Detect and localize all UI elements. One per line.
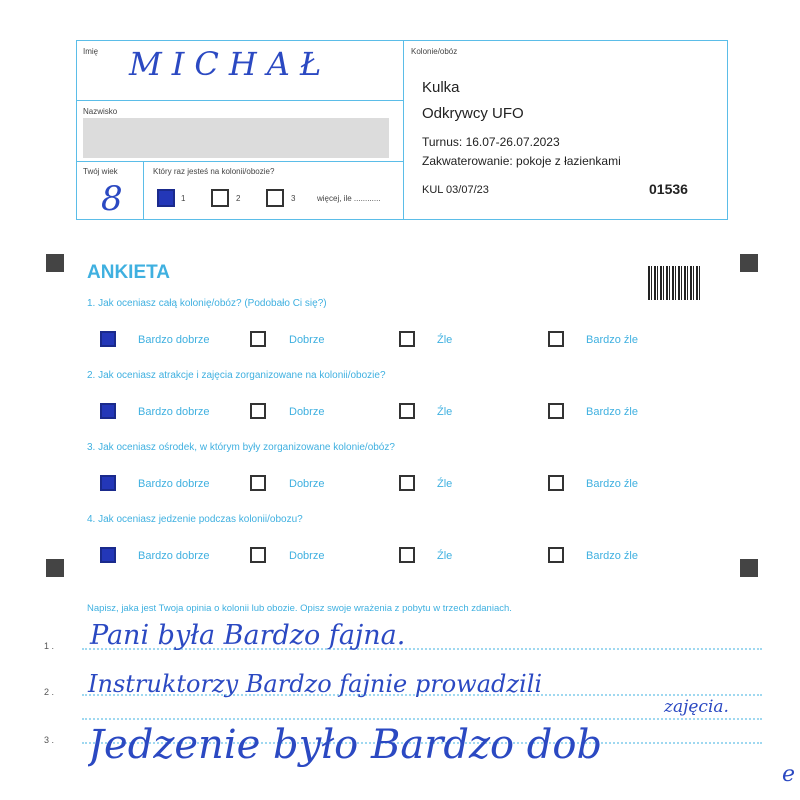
question-2: 2. Jak oceniasz atrakcje i zajęcia zorganizowane na kolonii/obozie?	[87, 370, 386, 381]
q3-option-bardzo-dobrze[interactable]	[100, 475, 116, 491]
opinion-prompt: Napisz, jaka jest Twoja opinia o kolonii lub obozie. Opisz swoje wrażenia z pobytu w trzech zdaniach.	[87, 603, 512, 614]
q1-label-bardzo-zle: Bardzo źle	[586, 334, 638, 346]
header-form	[76, 40, 728, 220]
q1-option-bardzo-dobrze[interactable]	[100, 331, 116, 347]
q3-label-bardzo-dobrze: Bardzo dobrze	[138, 478, 210, 490]
q1-label-zle: Źle	[437, 334, 453, 346]
q1-label-dobrze: Dobrze	[289, 334, 325, 346]
q1-option-bardzo-zle[interactable]	[548, 331, 564, 347]
q3-label-zle: Źle	[437, 478, 453, 490]
q1-option-zle[interactable]	[399, 331, 415, 347]
q1-label-bardzo-dobrze: Bardzo dobrze	[138, 334, 210, 346]
q4-label-bardzo-dobrze: Bardzo dobrze	[138, 550, 210, 562]
opinion-line-3: Jedzenie było Bardzo dob	[88, 722, 603, 768]
nazwisko-label: Nazwisko	[83, 107, 118, 116]
question-3: 3. Jak oceniasz ośrodek, w którym były zorganizowane kolonie/obóz?	[87, 442, 395, 453]
registration-mark	[740, 254, 758, 272]
ktory-raz-option-1: 1	[181, 194, 186, 203]
q4-option-bardzo-zle[interactable]	[548, 547, 564, 563]
q2-option-dobrze[interactable]	[250, 403, 266, 419]
question-1: 1. Jak oceniasz całą kolonię/obóz? (Podobało Ci się?)	[87, 298, 327, 309]
q4-option-bardzo-dobrze[interactable]	[100, 547, 116, 563]
ktory-raz-checkbox-3[interactable]	[266, 189, 284, 207]
opinion-line-2-extra: zajęcia.	[664, 697, 729, 717]
kolonie-label: Kolonie/obóz	[411, 47, 458, 56]
q4-label-bardzo-zle: Bardzo źle	[586, 550, 638, 562]
imie-value: MICHAŁ	[129, 45, 332, 83]
wiek-label: Twój wiek	[83, 167, 118, 176]
q1-option-dobrze[interactable]	[250, 331, 266, 347]
wiek-value: 8	[101, 179, 123, 219]
registration-mark	[740, 559, 758, 577]
survey-title: ANKIETA	[87, 262, 171, 283]
divider	[143, 161, 144, 219]
q3-option-dobrze[interactable]	[250, 475, 266, 491]
ktory-raz-more: więcej, ile ............	[317, 194, 381, 203]
q4-label-zle: Źle	[437, 550, 453, 562]
barcode	[648, 266, 702, 300]
q2-option-bardzo-dobrze[interactable]	[100, 403, 116, 419]
kolonia-name: Kulka	[422, 79, 460, 96]
question-4: 4. Jak oceniasz jedzenie podczas kolonii/obozu?	[87, 514, 303, 525]
line-number-2: 2 .	[44, 687, 55, 697]
q2-label-zle: Źle	[437, 406, 453, 418]
turnus: Turnus: 16.07-26.07.2023	[422, 135, 560, 149]
line-number-1: 1 .	[44, 641, 55, 651]
imie-label: Imię	[83, 47, 99, 56]
kolonia-program: Odkrywcy UFO	[422, 105, 524, 122]
q4-option-dobrze[interactable]	[250, 547, 266, 563]
q2-option-bardzo-zle[interactable]	[548, 403, 564, 419]
ktory-raz-checkbox-2[interactable]	[211, 189, 229, 207]
kod: KUL 03/07/23	[422, 184, 489, 196]
q4-option-zle[interactable]	[399, 547, 415, 563]
divider	[77, 100, 403, 101]
q2-option-zle[interactable]	[399, 403, 415, 419]
q2-label-bardzo-zle: Bardzo źle	[586, 406, 638, 418]
registration-mark	[46, 559, 64, 577]
opinion-line-1: Pani była Bardzo fajna.	[90, 620, 406, 651]
divider	[403, 41, 404, 219]
q2-label-dobrze: Dobrze	[289, 406, 325, 418]
q3-label-dobrze: Dobrze	[289, 478, 325, 490]
redacted-surname	[83, 118, 389, 158]
ktory-raz-label: Który raz jesteś na kolonii/obozie?	[153, 167, 275, 176]
q3-option-bardzo-zle[interactable]	[548, 475, 564, 491]
q4-label-dobrze: Dobrze	[289, 550, 325, 562]
line-number-3: 3 .	[44, 735, 55, 745]
opinion-line-3-extra: e	[782, 762, 796, 787]
ktory-raz-option-2: 2	[236, 194, 241, 203]
ktory-raz-checkbox-1[interactable]	[157, 189, 175, 207]
ktory-raz-option-3: 3	[291, 194, 296, 203]
registration-mark	[46, 254, 64, 272]
q3-label-bardzo-zle: Bardzo źle	[586, 478, 638, 490]
opinion-line-2: Instruktorzy Bardzo fajnie prowadzili	[88, 670, 543, 698]
zakwaterowanie: Zakwaterowanie: pokoje z łazienkami	[422, 154, 621, 168]
q3-option-zle[interactable]	[399, 475, 415, 491]
numer: 01536	[649, 181, 688, 197]
writing-line	[82, 718, 762, 720]
divider	[77, 161, 403, 162]
q2-label-bardzo-dobrze: Bardzo dobrze	[138, 406, 210, 418]
